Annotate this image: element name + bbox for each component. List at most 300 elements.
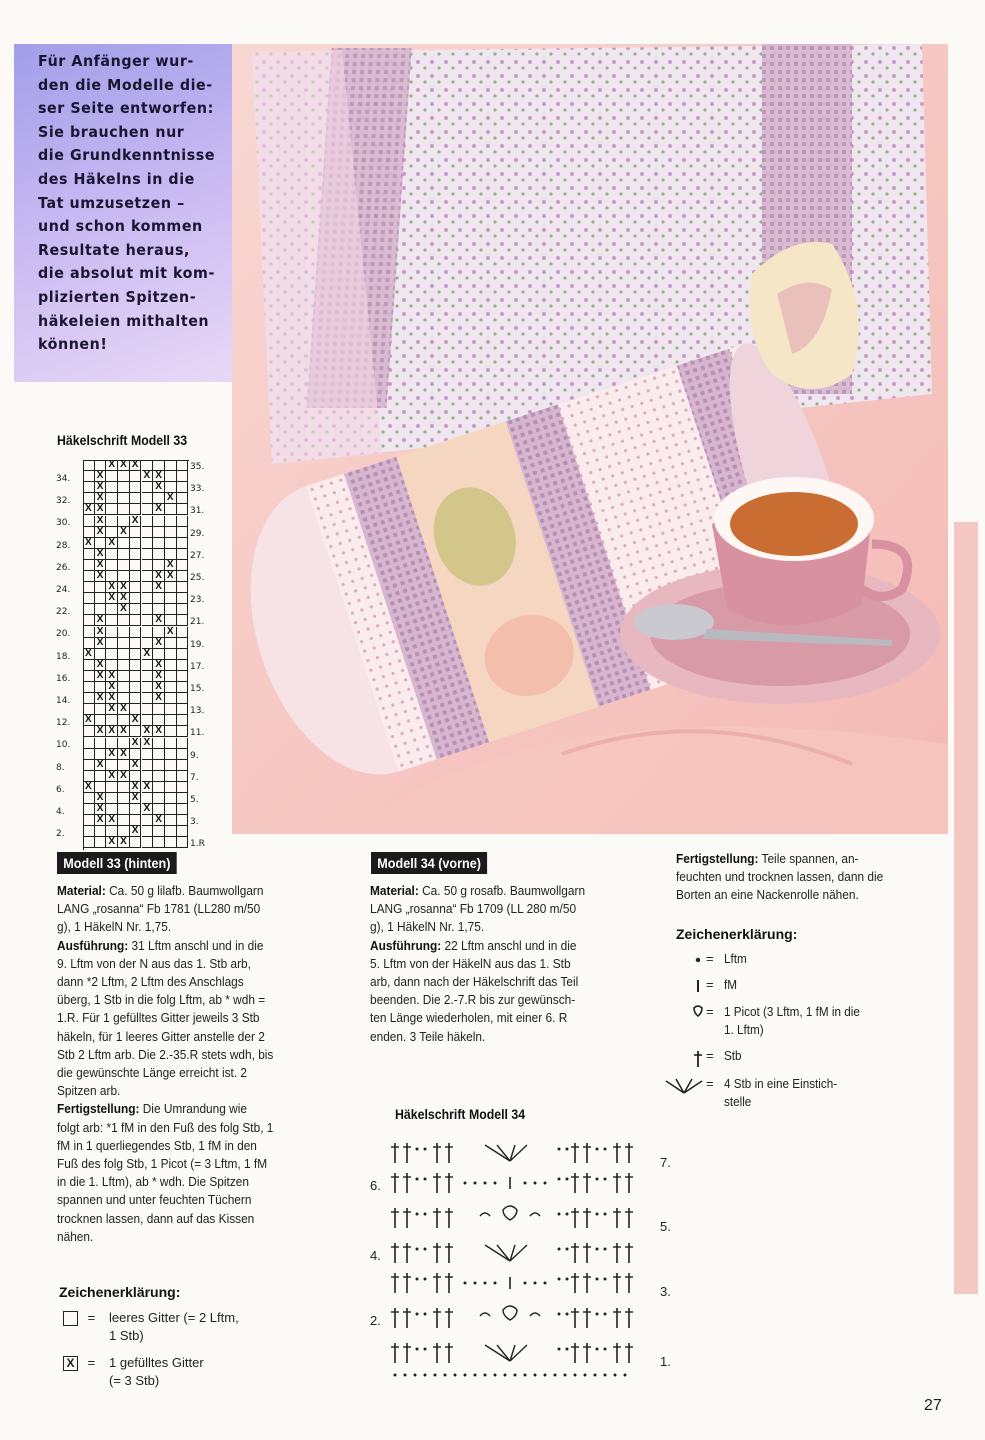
legend-equals: = — [706, 1004, 714, 1019]
chain-dot — [474, 1374, 477, 1377]
chain-dot — [444, 1374, 447, 1377]
chain-dot — [566, 1278, 569, 1281]
execution-text: 5. Lftm von der HäkelN aus das 1. Stb — [370, 955, 571, 971]
chart33-filled-cell: X — [153, 615, 165, 626]
chart33-empty-cell — [83, 738, 95, 749]
chain-dot — [566, 1178, 569, 1181]
chart33-filled-cell: X — [106, 682, 118, 693]
chart33-filled-cell: X — [83, 715, 95, 726]
chart33-filled-cell: X — [165, 493, 177, 504]
chart33-empty-cell — [83, 571, 95, 582]
chart33-empty-cell — [95, 837, 107, 848]
chart33-empty-cell — [165, 749, 177, 760]
chart33-empty-cell — [142, 749, 154, 760]
chart33-empty-cell — [118, 516, 130, 527]
chart33-empty-cell — [83, 837, 95, 848]
chart33-empty-cell — [177, 582, 189, 593]
chart33-filled-cell: X — [153, 815, 165, 826]
chart33-empty-cell — [83, 660, 95, 671]
chart33-empty-cell — [118, 671, 130, 682]
legend-equals: = — [706, 951, 714, 966]
legend-text: 1 gefülltes Gitter — [109, 1355, 204, 1370]
chart33-empty-cell — [95, 593, 107, 604]
execution — [370, 991, 585, 1009]
empty-square-icon — [63, 1311, 78, 1326]
chart33-empty-cell — [130, 638, 142, 649]
chart33-empty-cell — [153, 738, 165, 749]
chain-dot — [424, 1148, 427, 1151]
chart33-empty-cell — [118, 638, 130, 649]
model33-text — [57, 882, 297, 1246]
chart33-empty-cell — [177, 782, 189, 793]
chain-dot — [494, 1182, 497, 1185]
legend-equals: = — [706, 1048, 714, 1063]
execution-text: Stb 2 Lftm arb. Die 2.-35.R stets wdh, bis — [57, 1046, 274, 1062]
chart33-empty-cell — [142, 482, 154, 493]
chart33-empty-cell — [177, 671, 189, 682]
chain-dot — [604, 1213, 607, 1216]
chain-dot — [524, 1374, 527, 1377]
legend-equals: = — [87, 1355, 96, 1370]
chart33-filled-cell: X — [142, 471, 154, 482]
chart33-filled-cell: X — [95, 627, 107, 638]
chart33-filled-cell: X — [83, 504, 95, 515]
legend-equals: = — [706, 977, 714, 992]
chart33-filled-cell: X — [95, 549, 107, 560]
chart33-empty-cell — [130, 627, 142, 638]
chart33-empty-cell — [177, 815, 189, 826]
chart33-filled-cell: X — [106, 837, 118, 848]
chart33-empty-cell — [118, 482, 130, 493]
fan-mark — [485, 1245, 510, 1261]
finish — [57, 1173, 273, 1191]
intro-line: und schon kommen — [38, 217, 203, 236]
chart33-row-label: 14. — [56, 696, 71, 706]
chart33-filled-cell: X — [118, 460, 130, 471]
chart33-filled-cell: X — [95, 726, 107, 737]
execution-text: die gewünschte Länge erreicht ist. 2 — [57, 1065, 248, 1081]
execution-text: Spitzen arb. — [57, 1083, 121, 1099]
chain-dot — [534, 1282, 537, 1285]
chart33-empty-cell — [165, 660, 177, 671]
chain-dot — [424, 1248, 427, 1251]
execution — [370, 937, 585, 955]
intro-line: die absolut mit kom- — [38, 264, 215, 283]
chart33-filled-cell: X — [95, 660, 107, 671]
chain-dot — [614, 1374, 617, 1377]
fan-mark — [497, 1345, 510, 1361]
chart34-row-label: 1. — [660, 1354, 671, 1369]
chain-dot — [558, 1248, 561, 1251]
chart33-filled-cell: X — [153, 482, 165, 493]
finish — [57, 1119, 273, 1137]
chart33-empty-cell — [177, 527, 189, 538]
chart33-empty-cell — [153, 771, 165, 782]
chart33-empty-cell — [165, 726, 177, 737]
chain-dot — [464, 1182, 467, 1185]
chain-dot — [464, 1374, 467, 1377]
execution — [57, 1028, 273, 1046]
chart33-row-label: 20. — [56, 629, 71, 640]
material — [57, 918, 273, 936]
execution — [57, 1046, 273, 1064]
chart33-row-label: 7. — [190, 772, 199, 783]
chart33-empty-cell — [106, 504, 118, 515]
execution-text: ten Länge wiederholen, mit einer 6. R — [370, 1010, 568, 1026]
chart33-empty-cell — [177, 504, 189, 515]
chart33-empty-cell — [142, 593, 154, 604]
chart33-empty-cell — [153, 516, 165, 527]
material — [57, 882, 273, 900]
chart33-filled-cell: X — [95, 482, 107, 493]
chart33-empty-cell — [177, 837, 189, 848]
chart33-row-label: 34. — [56, 474, 71, 484]
chart33-empty-cell — [142, 660, 154, 671]
finish-text: feuchten und trocknen lassen, dann die — [676, 869, 884, 885]
chain-dot — [524, 1282, 527, 1285]
chart33-filled-cell: X — [95, 493, 107, 504]
chart33-empty-cell — [118, 793, 130, 804]
chain-dot — [424, 1213, 427, 1216]
chain-dot — [596, 1248, 599, 1251]
chart33-empty-cell — [106, 471, 118, 482]
chart33-empty-cell — [83, 815, 95, 826]
chain-dot — [494, 1374, 497, 1377]
chart33-empty-cell — [165, 615, 177, 626]
chart33-empty-cell — [106, 638, 118, 649]
chart33-empty-cell — [177, 615, 189, 626]
chain-dot — [596, 1178, 599, 1181]
chart33-filled-cell: X — [95, 760, 107, 771]
intro-line: den die Modelle die- — [38, 75, 213, 94]
chart33-empty-cell — [177, 593, 189, 604]
chain-dot — [504, 1374, 507, 1377]
chart33-empty-cell — [177, 738, 189, 749]
chart33-empty-cell — [142, 538, 154, 549]
chain-dot — [584, 1374, 587, 1377]
chart33-filled-cell: X — [95, 793, 107, 804]
chart33-empty-cell — [83, 516, 95, 527]
chart33-filled-cell: X — [118, 704, 130, 715]
chart33-empty-cell — [106, 793, 118, 804]
four-stb-icon — [660, 1075, 706, 1097]
chart33-row-label: 12. — [56, 718, 71, 729]
chain-dot — [544, 1182, 547, 1185]
chart33-empty-cell — [142, 516, 154, 527]
material-text: g), 1 HäkelN Nr. 1,75. — [370, 919, 485, 935]
dot-icon — [680, 950, 706, 968]
chart33-empty-cell — [118, 504, 130, 515]
chart33-row-label: 27. — [190, 550, 205, 561]
chart33-empty-cell — [177, 704, 189, 715]
chart33-row-label: 35. — [190, 462, 205, 472]
chart33-filled-cell: X — [95, 815, 107, 826]
intro-line: Resultate heraus, — [38, 240, 191, 259]
chart33-filled-cell: X — [153, 504, 165, 515]
legend-text: leeres Gitter (= 2 Lftm, — [109, 1310, 239, 1325]
chart33-empty-cell — [153, 826, 165, 837]
finish34-text — [676, 850, 906, 905]
picot-mark — [503, 1206, 517, 1220]
finish-text: nähen. — [57, 1228, 94, 1244]
fan-mark — [497, 1145, 510, 1161]
chart33-empty-cell — [177, 660, 189, 671]
chart33-empty-cell — [130, 693, 142, 704]
chain-dot — [424, 1278, 427, 1281]
bar-icon — [680, 976, 706, 994]
chart33-row-label: 1.R — [190, 839, 205, 850]
chain-dot — [534, 1374, 537, 1377]
chart33-filled-cell: X — [130, 760, 142, 771]
chart33-filled-cell: X — [95, 516, 107, 527]
chart33-empty-cell — [95, 582, 107, 593]
finish — [676, 886, 883, 904]
chart33-empty-cell — [106, 738, 118, 749]
material — [370, 918, 585, 936]
chart33-empty-cell — [165, 649, 177, 660]
chart33-row-label: 25. — [190, 573, 205, 583]
material-label: Material: — [370, 883, 419, 898]
chart33-empty-cell — [153, 837, 165, 848]
chart33-empty-cell — [106, 493, 118, 504]
chart33-empty-cell — [83, 582, 95, 593]
chart33-filled-cell: X — [142, 804, 154, 815]
chain-dot — [416, 1148, 419, 1151]
chart33-row-label: 24. — [56, 585, 71, 595]
chart33-empty-cell — [83, 615, 95, 626]
chart33-filled-cell: X — [95, 560, 107, 571]
chart33-empty-cell — [165, 837, 177, 848]
finish-text: in die 1. Lftm), ab * wdh. Die Spitzen — [57, 1174, 249, 1190]
chain-dot — [534, 1182, 537, 1185]
legend-empty-mesh — [63, 1309, 239, 1343]
finish-text: Borten an eine Nackenrolle nähen. — [676, 887, 859, 903]
chart33-filled-cell: X — [106, 815, 118, 826]
chart33-empty-cell — [142, 582, 154, 593]
chain-dot — [414, 1374, 417, 1377]
chart33-empty-cell — [177, 726, 189, 737]
chart33-empty-cell — [130, 682, 142, 693]
chart33-empty-cell — [177, 493, 189, 504]
chart33-empty-cell — [106, 482, 118, 493]
chart33-title: Häkelschrift Modell 33 — [57, 432, 188, 448]
picot-mark — [530, 1313, 540, 1316]
chart33-empty-cell — [130, 726, 142, 737]
chart33-row-label: 15. — [190, 684, 205, 694]
chart33-empty-cell — [130, 549, 142, 560]
picot-mark — [503, 1306, 517, 1320]
chart33-row-label: 9. — [190, 750, 199, 761]
legend-text: 1 Stb) — [109, 1328, 144, 1343]
chart33-empty-cell — [177, 749, 189, 760]
chain-dot — [558, 1313, 561, 1316]
chart33-empty-cell — [177, 715, 189, 726]
chart33-empty-cell — [153, 793, 165, 804]
chart33-row-label: 17. — [190, 661, 205, 672]
execution — [57, 1082, 273, 1100]
chart33-filled-cell: X — [153, 693, 165, 704]
legend-text: Stb — [724, 1048, 742, 1063]
chart33-empty-cell — [165, 471, 177, 482]
page-number: 27 — [924, 1397, 942, 1414]
material-text: Ca. 50 g rosafb. Baumwollgarn — [418, 883, 586, 898]
chart33-filled-cell: X — [118, 527, 130, 538]
chart33-empty-cell — [142, 693, 154, 704]
chart33-filled-cell: X — [95, 638, 107, 649]
chain-dot — [424, 1178, 427, 1181]
chain-dot — [454, 1374, 457, 1377]
fan-mark — [485, 1145, 510, 1161]
chart34-row-label: 2. — [370, 1313, 381, 1328]
chart33-filled-cell: X — [106, 671, 118, 682]
chain-dot — [564, 1374, 567, 1377]
chart33-empty-cell — [153, 527, 165, 538]
chain-dot — [604, 1313, 607, 1316]
chart33-empty-cell — [177, 627, 189, 638]
chart33-filled-cell: X — [95, 615, 107, 626]
chart33-row-label: 26. — [56, 562, 71, 573]
chart33-empty-cell — [153, 627, 165, 638]
chart33-empty-cell — [83, 460, 95, 471]
chart33-empty-cell — [130, 571, 142, 582]
chain-dot — [416, 1313, 419, 1316]
filled-square-icon: X — [63, 1356, 78, 1371]
chart33-row-label: 11. — [190, 728, 205, 739]
chart33-filled-cell: X — [106, 593, 118, 604]
chart33-filled-cell: X — [118, 771, 130, 782]
chain-dot — [416, 1348, 419, 1351]
execution — [370, 1009, 585, 1027]
chart33-filled-cell: X — [95, 471, 107, 482]
chart33-empty-cell — [165, 604, 177, 615]
chart33-empty-cell — [142, 671, 154, 682]
picot-mark — [530, 1213, 540, 1216]
chart33-filled-cell: X — [130, 460, 142, 471]
chain-dot — [558, 1148, 561, 1151]
legend34-symbol — [660, 1075, 706, 1102]
model34-text — [370, 882, 609, 1046]
chain-dot — [558, 1278, 561, 1281]
chart33-empty-cell — [130, 538, 142, 549]
chart33-empty-cell — [118, 804, 130, 815]
chart33-empty-cell — [142, 604, 154, 615]
material — [370, 882, 585, 900]
chart33-empty-cell — [142, 837, 154, 848]
execution — [57, 1009, 273, 1027]
chart33-empty-cell — [142, 682, 154, 693]
finish-text: spannen und unter feuchten Tüchern — [57, 1192, 252, 1208]
chart33-empty-cell — [165, 638, 177, 649]
chart33-filled-cell: X — [95, 693, 107, 704]
chart33-empty-cell — [83, 726, 95, 737]
chart33-filled-cell: X — [95, 504, 107, 515]
picot-mark — [480, 1313, 490, 1316]
intro-line: ser Seite entworfen: — [38, 99, 214, 118]
chart33-empty-cell — [130, 493, 142, 504]
intro-line: plizierten Spitzen- — [38, 287, 197, 306]
chain-dot — [604, 1178, 607, 1181]
chain-dot — [604, 1374, 607, 1377]
chart33-empty-cell — [177, 604, 189, 615]
chart33-empty-cell — [130, 660, 142, 671]
chart33-empty-cell — [142, 704, 154, 715]
chart33-empty-cell — [83, 693, 95, 704]
chart33-empty-cell — [177, 649, 189, 660]
chart33-empty-cell — [118, 615, 130, 626]
finish-text: Die Umrandung wie — [139, 1101, 247, 1117]
chart33-empty-cell — [118, 493, 130, 504]
chart33-empty-cell — [153, 782, 165, 793]
chart33-empty-cell — [106, 549, 118, 560]
chart33-filled-cell: X — [118, 837, 130, 848]
chart33-filled-cell: X — [106, 538, 118, 549]
intro-line: können! — [38, 335, 108, 354]
material-label: Material: — [57, 883, 106, 898]
chart33-filled-cell: X — [142, 726, 154, 737]
chart33-row-label: 5. — [190, 795, 199, 805]
picot-mark — [480, 1213, 490, 1216]
fan-mark — [485, 1345, 510, 1361]
chain-dot — [544, 1374, 547, 1377]
chain-dot — [596, 1348, 599, 1351]
chart33-filled-cell: X — [153, 571, 165, 582]
chart33-empty-cell — [118, 471, 130, 482]
chart34-diagram — [365, 1130, 685, 1390]
execution — [57, 955, 273, 973]
chart33-empty-cell — [118, 782, 130, 793]
chart33-empty-cell — [142, 826, 154, 837]
chain-dot — [424, 1348, 427, 1351]
chart33-empty-cell — [130, 649, 142, 660]
chain-dot — [416, 1178, 419, 1181]
chart33-empty-cell — [83, 760, 95, 771]
execution — [57, 991, 273, 1009]
chart33-filled-cell: X — [130, 516, 142, 527]
chart33-filled-cell: X — [106, 726, 118, 737]
chart33-empty-cell — [142, 549, 154, 560]
chart33-empty-cell — [118, 549, 130, 560]
chart33-empty-cell — [142, 627, 154, 638]
chart33-empty-cell — [83, 560, 95, 571]
finish-text: Fuß des folg Stb, 1 Picot (= 3 Lftm, 1 fM — [57, 1156, 268, 1172]
chart33-filled-cell: X — [118, 582, 130, 593]
chart33-row-label: 29. — [190, 528, 205, 539]
chart33-empty-cell — [130, 671, 142, 682]
chart33-empty-cell — [177, 771, 189, 782]
chart33-empty-cell — [177, 638, 189, 649]
execution-text: 9. Lftm von der N aus das 1. Stb arb, — [57, 955, 251, 971]
execution-label: Ausführung: — [57, 937, 129, 953]
finish — [57, 1210, 273, 1228]
legend-text: 4 Stb in eine Einstich- — [724, 1076, 838, 1091]
chart33-empty-cell — [118, 815, 130, 826]
material-text: LANG „rosanna“ Fb 1781 (LL280 m/50 — [57, 901, 261, 917]
chain-dot — [594, 1374, 597, 1377]
chart33-filled-cell: X — [130, 826, 142, 837]
chart33-empty-cell — [142, 504, 154, 515]
execution-text: 22 Lftm anschl und in die — [441, 937, 577, 953]
chart33-filled-cell: X — [118, 593, 130, 604]
finish — [57, 1228, 273, 1246]
chain-dot — [604, 1348, 607, 1351]
execution — [370, 1028, 585, 1046]
chart33-empty-cell — [106, 615, 118, 626]
chart33-empty-cell — [177, 571, 189, 582]
chart33-empty-cell — [130, 837, 142, 848]
chart33-empty-cell — [130, 504, 142, 515]
chart33-empty-cell — [165, 516, 177, 527]
chart33-empty-cell — [83, 826, 95, 837]
